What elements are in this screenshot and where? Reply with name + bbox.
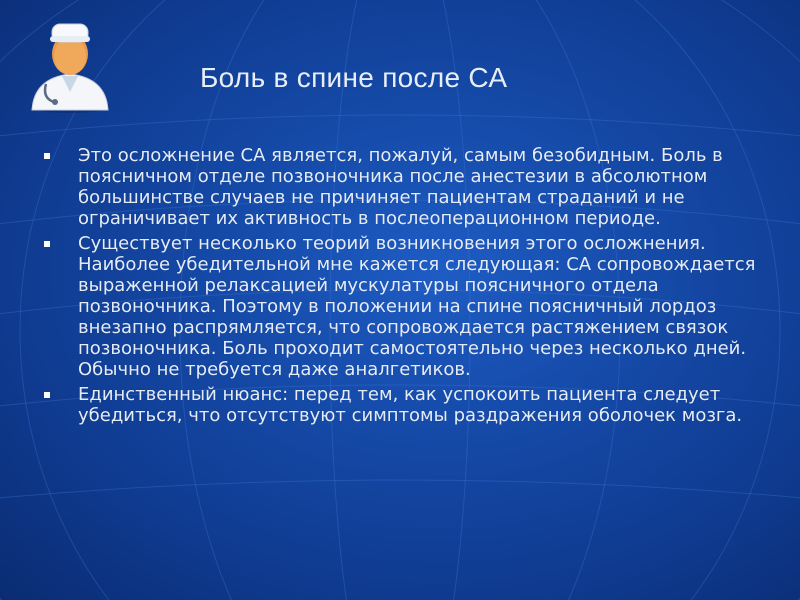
bullet-item	[44, 233, 780, 380]
bullet-item	[44, 145, 780, 229]
doctor-avatar-icon	[24, 14, 116, 114]
bullet-text: Единственный нюанс: перед тем, как успокоить пациента следует убедиться, что отсутствуют симптомы раздражения оболочек мозга.	[78, 384, 743, 426]
bullet-square-icon	[44, 241, 50, 247]
bullet-text: Существует несколько теорий возникновения этого осложнения. Наиболее убедительной мне кажется следующая: СА сопровождается выраженной релаксацией мускулатуры поясничного отдела позвоночника. Поэтому в положении на спине поясничный лордоз внезапно распрямляется, что сопровождается растяжением связок позвоночника. Боль проходит самостоятельно через несколько дней. Обычно не требуется даже аналгетиков.	[78, 233, 756, 380]
bullet-square-icon	[44, 153, 50, 159]
bullet-item	[44, 384, 780, 426]
slide-title: Боль в спине после СА	[200, 62, 508, 93]
bullet-text: Это осложнение СА является, пожалуй, самым безобидным. Боль в поясничном отделе позвоночника после анестезии в абсолютном большинстве случаев не причиняет пациентам страданий и не ограничивает их активность в послеоперационном периоде.	[78, 145, 723, 229]
bullet-square-icon	[44, 392, 50, 398]
bullet-list	[44, 145, 780, 430]
